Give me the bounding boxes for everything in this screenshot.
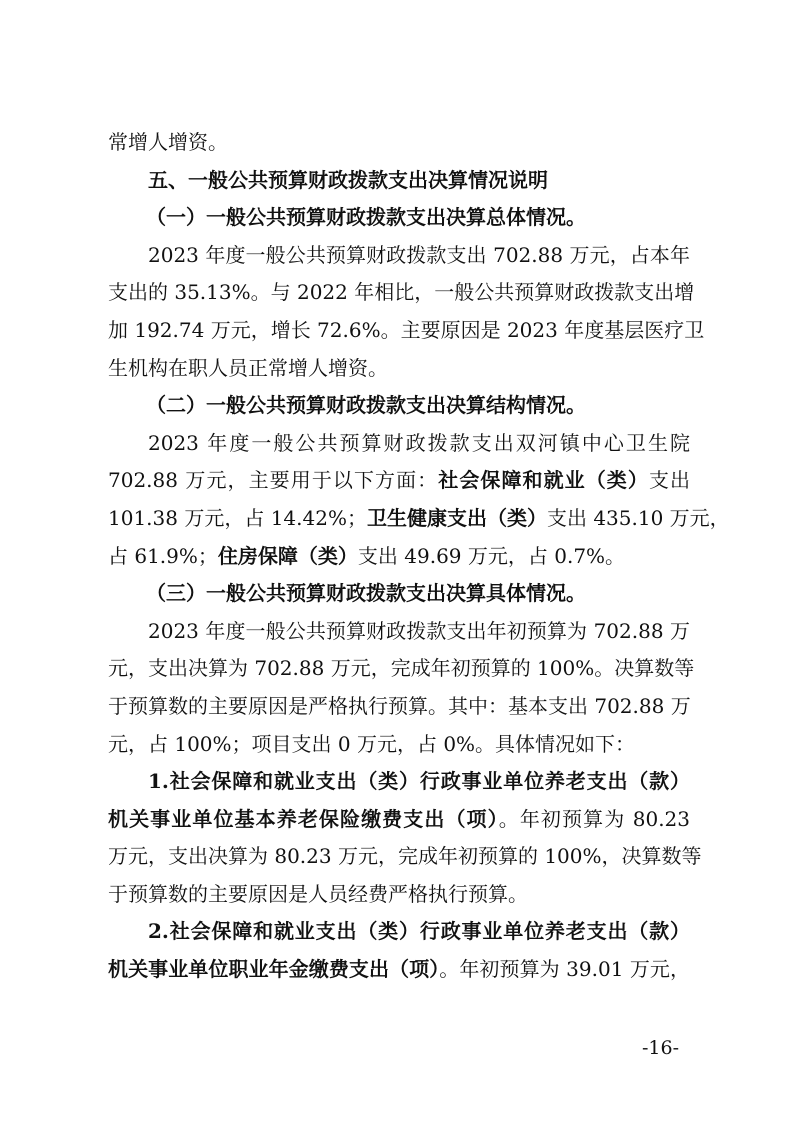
paragraph-line: 元，支出决算为 702.88 万元，完成年初预算的 100%。决算数等 [108,656,695,681]
text-run: 支出 49.69 万元，占 0.7%。 [357,543,626,568]
item-heading: 机关事业单位职业年金缴费支出（项） [108,957,440,982]
text-run: 。年初预算为 80.23 [498,806,691,831]
category-label: 社会保障和就业（类） [438,468,649,493]
paragraph-line: 于预算数的主要原因是严格执行预算。其中：基本支出 702.88 万 [108,693,691,718]
item-heading: 1.社会保障和就业支出（类）行政事业单位养老支出（款） [148,769,690,794]
paragraph-line [108,500,730,538]
paragraph-line: 2023 年度一般公共预算财政拨款支出年初预算为 702.88 万 [148,618,690,643]
text-line: 常增人增资。 [108,130,228,154]
text-run: 支出 435.10 万元， [546,505,730,530]
category-label: 住房保障（类） [217,543,358,568]
paragraph-line [108,801,690,839]
paragraph-line: 支出的 35.13%。与 2022 年相比，一般公共预算财政拨款支出增 [108,280,695,305]
text-run: 占 61.9%； [108,543,218,568]
paragraph-line: 元，占 100%；项目支出 0 万元，占 0%。具体情况如下： [108,731,636,756]
subsection-heading: （三）一般公共预算财政拨款支出决算具体情况。 [146,581,586,606]
paragraph-line: 生机构在职人员正常增人增资。 [108,355,388,380]
category-label: 卫生健康支出（类） [366,505,547,530]
document-body [108,124,730,989]
text-run: 。年初预算为 39.01 万元， [439,957,690,982]
item-heading: 2.社会保障和就业支出（类）行政事业单位养老支出（款） [148,919,690,944]
paragraph-line [108,538,690,576]
paragraph-line: 加 192.74 万元，增长 72.6%。主要原因是 2023 年度基层医疗卫 [108,317,705,342]
paragraph-line [108,951,690,989]
subsection-heading: （一）一般公共预算财政拨款支出决算总体情况。 [146,205,586,230]
text-run: 702.88 万元，主要用于以下方面： [108,468,439,493]
paragraph-line: 于预算数的主要原因是人员经费严格执行预算。 [108,881,528,906]
item-heading: 机关事业单位基本养老保险缴费支出（项） [108,806,499,831]
section-heading: 五、一般公共预算财政拨款支出决算情况说明 [148,167,548,192]
text-run: 101.38 万元，占 14.42%； [108,505,367,530]
paragraph-line: 万元，支出决算为 80.23 万元，完成年初预算的 100%，决算数等 [108,844,702,869]
paragraph-line [108,462,690,500]
paragraph-line [108,913,690,951]
text-run: 支出 [648,468,691,493]
page-number: -16- [642,1037,680,1059]
paragraph-line: 2023 年度一般公共预算财政拨款支出双河镇中心卫生院 [148,430,690,455]
paragraph-line [108,763,690,801]
paragraph-line: 2023 年度一般公共预算财政拨款支出 702.88 万元，占本年 [148,242,690,267]
subsection-heading: （二）一般公共预算财政拨款支出决算结构情况。 [146,393,586,418]
